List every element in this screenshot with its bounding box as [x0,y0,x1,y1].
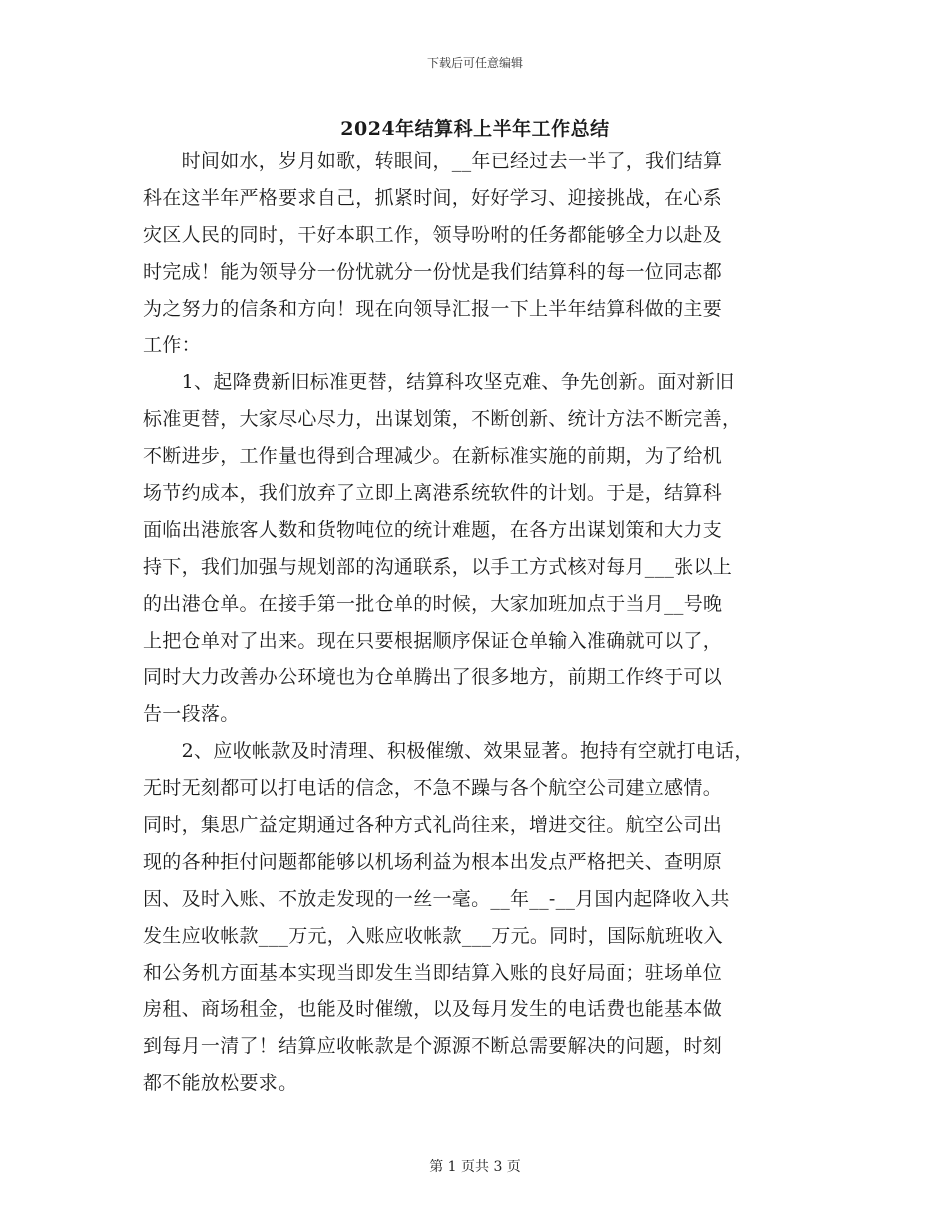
body-line: 时完成！能为领导分一份忧就分一份忧是我们结算科的每一位同志都 [143,260,723,283]
document-title: 2024年结算科上半年工作总结 [340,118,610,140]
body-line: 灾区人民的同时，干好本职工作，领导吩咐的任务都能够全力以赴及 [143,223,723,246]
body-line: 房租、商场租金，也能及时催缴，以及每月发生的电话费也能基本做 [143,998,723,1021]
body-line: 时间如水，岁月如歌，转眼间，__年已经过去一半了，我们结算 [143,150,723,172]
body-line: 现的各种拒付问题都能够以机场利益为根本出发点严格把关、查明原 [143,850,723,873]
body-line: 发生应收帐款___万元，入账应收帐款___万元。同时，国际航班收入 [143,924,723,947]
body-line: 科在这半年严格要求自己，抓紧时间，好好学习、迎接挑战，在心系 [143,186,723,209]
body-line: 标准更替，大家尽心尽力，出谋划策，不断创新、统计方法不断完善， [143,408,742,431]
body-line: 上把仓单对了出来。现在只要根据顺序保证仓单输入准确就可以了， [143,629,723,652]
page-number: 第 1 页共 3 页 [429,1159,521,1175]
body-line: 同时大力改善办公环境也为仓单腾出了很多地方，前期工作终于可以 [143,666,723,689]
body-line: 持下，我们加强与规划部的沟通联系，以手工方式核对每月___张以上 [143,555,733,578]
body-line: 都不能放松要求。 [143,1072,298,1095]
body-line: 和公务机方面基本实现当即发生当即结算入账的良好局面；驻场单位 [143,961,723,984]
body-line: 告一段落。 [143,703,240,726]
page-header-note: 下载后可任意编辑 [426,56,523,70]
body-line: 2、应收帐款及时清理、积极催缴、效果显著。抱持有空就打电话， [143,740,754,763]
body-line: 因、及时入账、不放走发现的一丝一毫。__年__-__月国内起降收入共 [143,887,730,910]
body-line: 1、起降费新旧标准更替，结算科攻坚克难、争先创新。面对新旧 [143,371,735,394]
body-line: 面临出港旅客人数和货物吨位的统计难题，在各方出谋划策和大力支 [143,518,723,541]
body-line: 到每月一清了！结算应收帐款是个源源不断总需要解决的问题，时刻 [143,1035,723,1058]
body-line: 场节约成本，我们放弃了立即上离港系统软件的计划。于是，结算科 [143,482,723,505]
body-line: 的出港仓单。在接手第一批仓单的时候，大家加班加点于当月__号晚 [143,592,723,615]
body-line: 同时，集思广益定期通过各种方式礼尚往来，增进交往。航空公司出 [143,814,723,837]
body-line: 不断进步，工作量也得到合理减少。在新标准实施的前期，为了给机 [143,445,723,468]
body-line: 工作： [143,334,201,357]
body-line: 为之努力的信条和方向！现在向领导汇报一下上半年结算科做的主要 [143,297,723,320]
document-body [143,143,823,1102]
body-line: 无时无刻都可以打电话的信念，不急不躁与各个航空公司建立感情。 [143,777,723,800]
